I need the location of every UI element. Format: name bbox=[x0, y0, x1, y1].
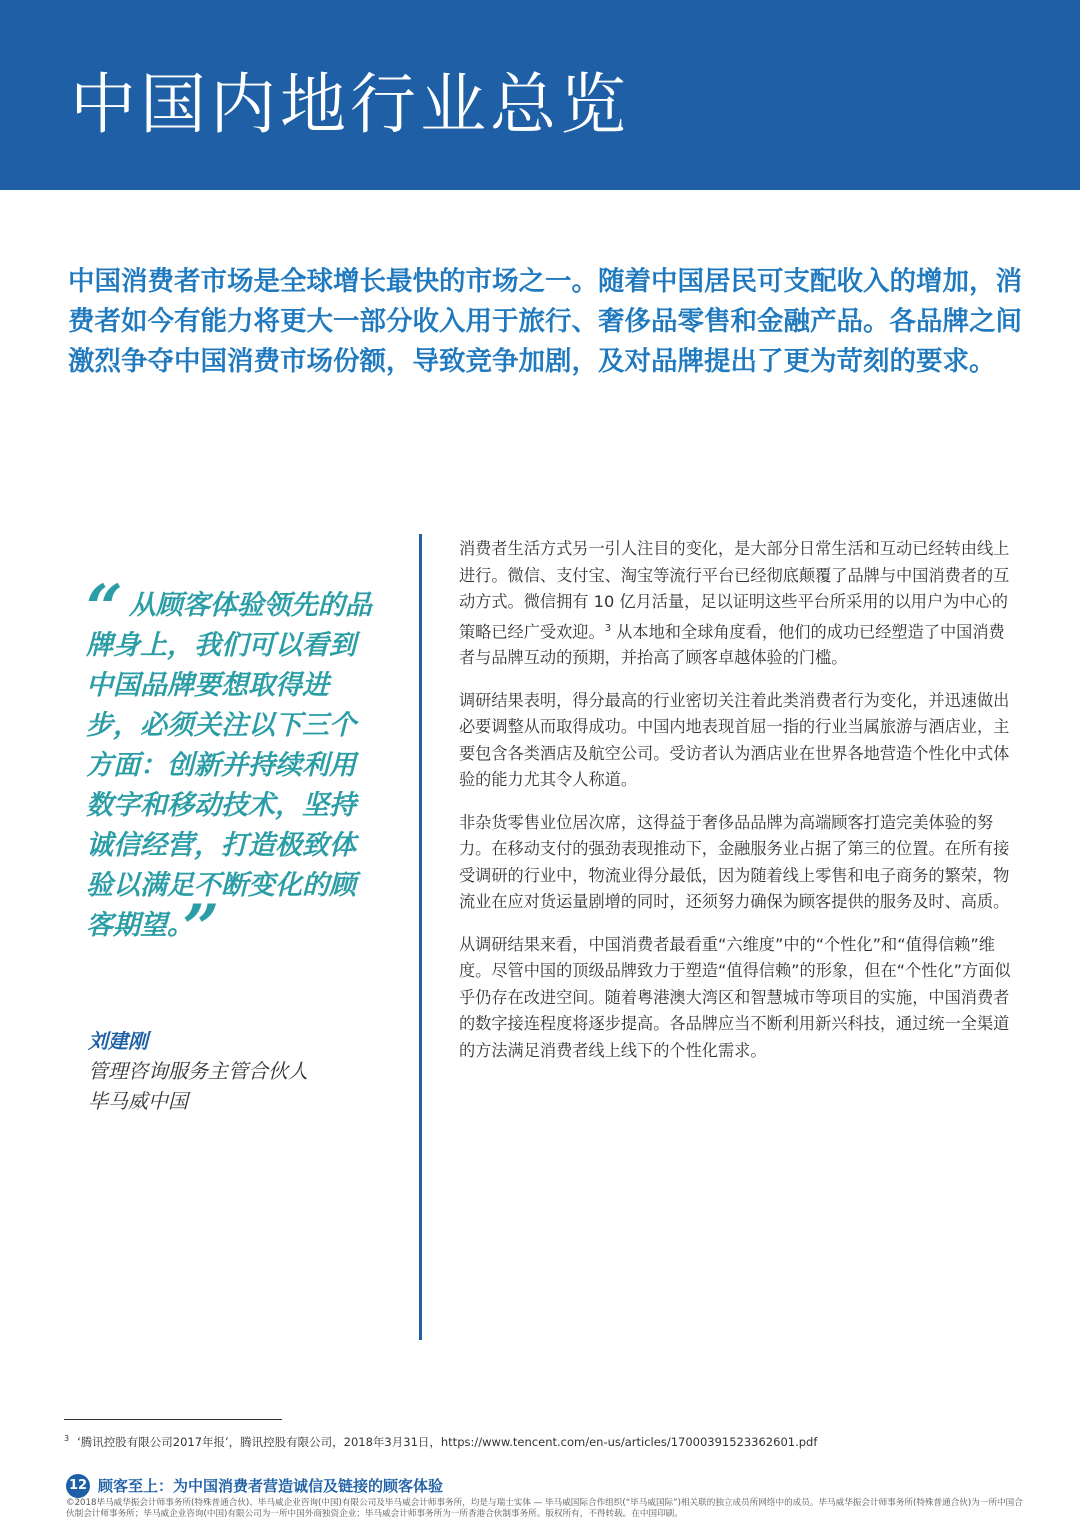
body-column bbox=[459, 536, 1017, 1080]
pull-quote-text: 从顾客体验领先的品牌身上，我们可以看到中国品牌要想取得进步，必须关注以下三个方面：创新并持续利用数字和移动技术，坚持诚信经营，打造极致体验以满足不断变化的顾客期望。 bbox=[86, 590, 372, 941]
body-paragraph-3: 非杂货零售业位居次席，这得益于奢侈品品牌为高端顾客打造完美体验的努力。在移动支付的强劲表现推动下，金融服务业占据了第三的位置。在所有接受调研的行业中，物流业得分最低，因为随着线上零售和电子商务的繁荣，物流业在应对货运量剧增的同时，还须努力确保为顾客提供的服务及时、高质。 bbox=[459, 812, 1010, 912]
body-paragraph-4: 从调研结果来看，中国消费者最看重“六维度”中的“个性化”和“值得信赖”维度。尽管中国的顶级品牌致力于塑造“值得信赖”的形象，但在“个性化”方面似乎仍存在改进空间。随着粤港澳大湾区和智慧城市等项目的实施，中国消费者的数字接连程度将逐步提高。各品牌应当不断利用新兴科技，通过统一全渠道的方法满足消费者线上线下的个性化需求。 bbox=[459, 934, 1011, 1060]
copyright-notice: ©2018毕马威华振会计师事务所(特殊普通合伙)、毕马威企业咨询(中国)有限公司及毕马威会计师事务所，均是与瑞士实体 — 毕马威国际合作组织(“毕马威国际”)相关联的独立成员所网络中的成员。毕马威华振会计师事务所(特殊普通合伙)为一所中国合伙制会计师事务所；毕马威企业咨询(中国)有限公司为一所中国外商独资企业；毕马威会计师事务所为一所香港合伙制事务所。版权所有，不得转载。在中国印刷。 bbox=[66, 1498, 1023, 1519]
body-paragraph-1-tail: 从本地和全球角度看，他们的成功已经塑造了中国消费者与品牌互动的预期，并抬高了顾客卓越体验的门槛。 bbox=[459, 621, 1005, 668]
attribution-role: 管理咨询服务主管合伙人 bbox=[88, 1059, 308, 1083]
page-number-badge: 12 bbox=[66, 1474, 90, 1498]
open-quote-mark: “ bbox=[86, 571, 123, 646]
column-divider bbox=[419, 534, 422, 1340]
footnote bbox=[64, 1431, 1024, 1450]
header-band bbox=[0, 0, 1080, 190]
body-paragraph-2: 调研结果表明，得分最高的行业密切关注着此类消费者行为变化，并迅速做出必要调整从而取得成功。中国内地表现首屈一指的行业当属旅游与酒店业，主要包含各类酒店及航空公司。受访者认为酒店业在世界各地营造个性化中式体验的能力尤其令人称道。 bbox=[459, 690, 1010, 790]
quote-attribution bbox=[88, 1026, 388, 1116]
attribution-org: 毕马威中国 bbox=[88, 1089, 188, 1113]
body-paragraph-1-text: 消费者生活方式另一引人注目的变化，是大部分日常生活和互动已经转由线上进行。微信、支付宝、淘宝等流行平台已经彻底颠覆了品牌与中国消费者的互动方式。微信拥有 10 亿月活量，足以证明这些平台所采用的以用户为中心的策略已经广受欢迎。 bbox=[459, 539, 1010, 641]
pull-quote bbox=[86, 571, 376, 966]
footnote-text: ‘腾讯控股有限公司2017年报’，腾讯控股有限公司，2018年3月31日，https://www.tencent.com/en-us/articles/17000391523362601.pdf bbox=[77, 1434, 818, 1449]
footer-title: 顾客至上：为中国消费者营造诚信及链接的顾客体验 bbox=[98, 1477, 444, 1495]
page-title: 中国内地行业总览 bbox=[70, 66, 630, 143]
close-quote-mark: ” bbox=[182, 891, 220, 966]
footnote-ref[interactable]: 3 bbox=[604, 622, 612, 634]
footnote-divider bbox=[64, 1419, 282, 1420]
body-paragraph-1 bbox=[459, 536, 1017, 672]
attribution-name: 刘建刚 bbox=[88, 1029, 148, 1053]
footnote-number: 3 bbox=[64, 1434, 70, 1443]
intro-paragraph: 中国消费者市场是全球增长最快的市场之一。随着中国居民可支配收入的增加，消费者如今有能力将更大一部分收入用于旅行、奢侈品零售和金融产品。各品牌之间激烈争夺中国消费市场份额，导致竞争加剧，及对品牌提出了更为苛刻的要求。 bbox=[68, 266, 1022, 377]
